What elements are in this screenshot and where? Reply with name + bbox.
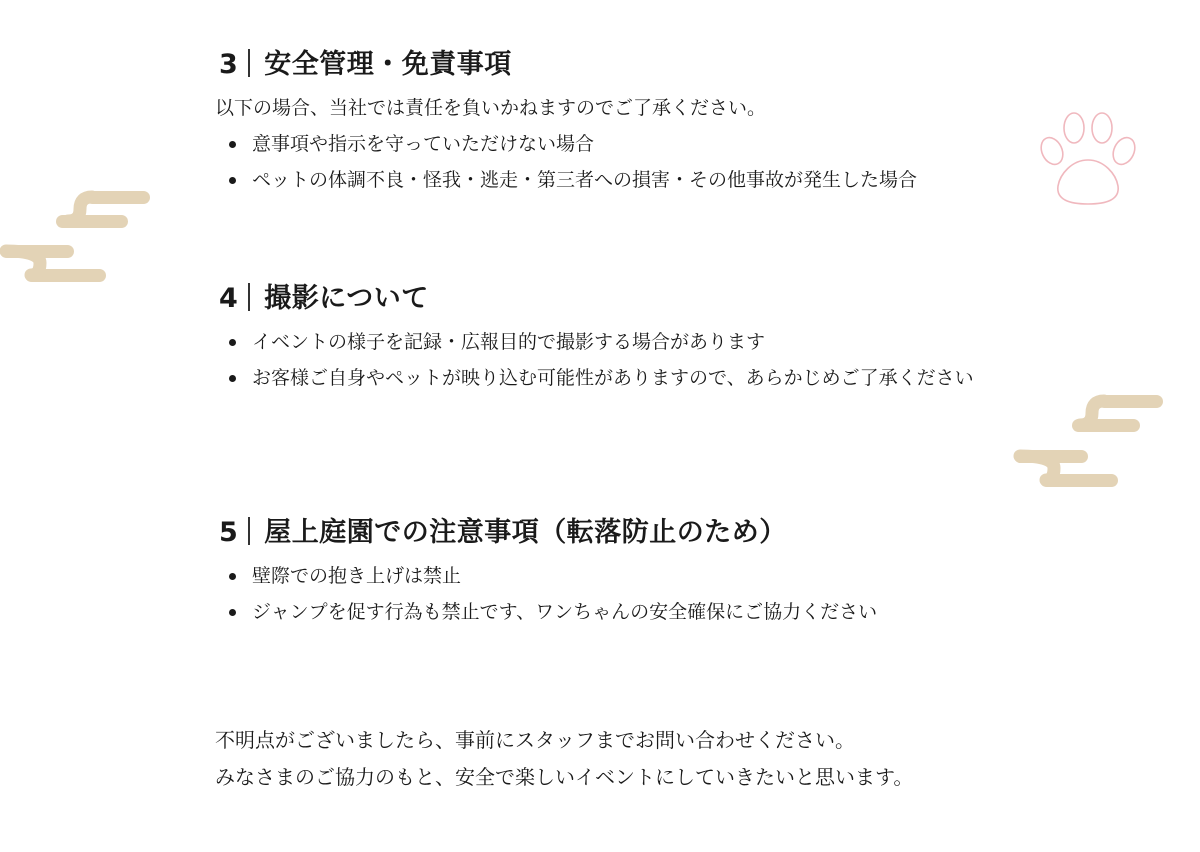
- list-item: 壁際での抱き上げは禁止: [215, 558, 992, 594]
- closing-line-2: みなさまのご協力のもと、安全で楽しいイベントにしていきたいと思います。: [215, 765, 914, 789]
- bullet-list-4: [215, 324, 992, 396]
- list-item: 意事項や指示を守っていただけない場合: [215, 126, 992, 162]
- section-number: 3: [219, 49, 239, 80]
- title-separator: [248, 49, 250, 77]
- cloud-decoration-icon: [1012, 392, 1167, 490]
- section-title-3: [219, 48, 512, 82]
- section-number: 4: [219, 283, 239, 314]
- section-intro: 以下の場合、当社では責任を負いかねますのでご了承ください。: [215, 97, 767, 119]
- section-title-text: 撮影について: [264, 283, 429, 314]
- list-item: イベントの様子を記録・広報目的で撮影する場合があります: [215, 324, 992, 360]
- list-item: ペットの体調不良・怪我・逃走・第三者への損害・その他事故が発生した場合: [215, 162, 992, 198]
- closing-line-1: 不明点がございましたら、事前にスタッフまでお問い合わせください。: [215, 728, 855, 752]
- closing-message: [215, 722, 913, 796]
- cloud-decoration-icon: [0, 188, 155, 286]
- list-item: ジャンプを促す行為も禁止です、ワンちゃんの安全確保にご協力ください: [215, 594, 992, 630]
- section-title-5: [219, 516, 787, 550]
- title-separator: [248, 517, 250, 545]
- section-number: 5: [219, 517, 239, 548]
- section-title-text: 安全管理・免責事項: [264, 49, 512, 80]
- title-separator: [248, 283, 250, 311]
- list-item: お客様ご自身やペットが映り込む可能性がありますので、あらかじめご了承ください: [215, 360, 992, 396]
- section-title-4: [219, 282, 429, 316]
- bullet-list-3: [215, 126, 992, 198]
- paw-print-icon: [1036, 108, 1142, 208]
- bullet-list-5: [215, 558, 992, 630]
- section-title-text: 屋上庭園での注意事項（転落防止のため）: [264, 517, 787, 548]
